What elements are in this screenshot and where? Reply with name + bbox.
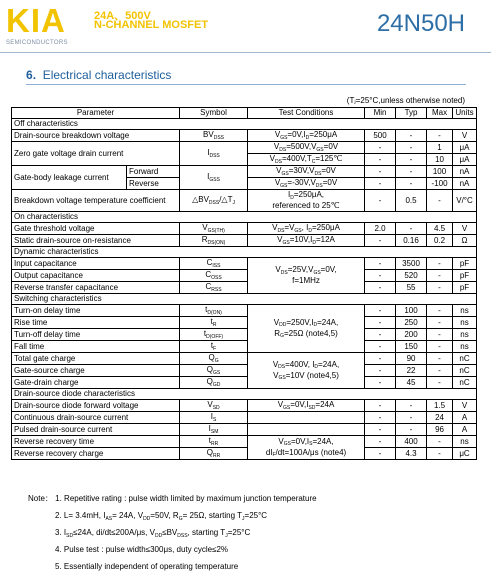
table-row: Breakdown voltage temperature coefficient $\triangle BV_{DSS}/\triangle T_J$ $I_D=250\mu A$, referenced to 25℃ - 0.5 - V/°C — [12, 190, 477, 212]
table-row: Gate threshold voltage $V_{GS(TH)}$ $V_{DS}=V_{GS}$, $I_D=250\mu A$ 2.0 - 4.5 V — [12, 223, 477, 235]
note-4: 4. Pulse test : pulse width≤300μs, duty cycle≤2% — [55, 545, 229, 554]
col-symbol: Symbol — [180, 108, 248, 119]
table-row: Static drain-source on-resistance $R_{DS(ON)}$ $V_{GS}=10V,I_D=12A$ - 0.16 0.2 Ω — [12, 235, 477, 247]
spec-type: N-CHANNEL MOSFET — [94, 19, 209, 31]
test-condition-note: (Tⱼ=25°C,unless otherwise noted) — [346, 96, 465, 105]
table-row: Reverse $V_{GS}=-30V,V_{DS}=0V$ - - -100 nA — [12, 178, 477, 190]
table-row: Drain-source breakdown voltage $BV_{DSS}$ $V_{GS}=0V,I_D=250\mu A$ 500 - - V — [12, 130, 477, 142]
table-row: Fall time $t_F$ - 150 - ns — [12, 341, 477, 353]
col-test-conditions: Test Conditions — [248, 108, 365, 119]
col-min: Min — [365, 108, 396, 119]
table-row: Gate-drain charge $Q_{GD}$ - 45 - nC — [12, 377, 477, 389]
table-row: Input capacitance $C_{ISS}$ $V_{DS}=25V,V_{GS}=0V$, f=1MHz - 3500 - pF — [12, 258, 477, 270]
table-row: Reverse recovery time $t_{RR}$ $V_{GS}=0V,I_S=24A$, $dI_F/dt=100A/\mu s$ (note4) - 400 - ns — [12, 436, 477, 448]
spec-rating: 24A、500V — [94, 10, 151, 22]
group-row: Switching characteristics — [12, 294, 477, 305]
group-row: Drain-source diode characteristics — [12, 389, 477, 400]
col-units: Units — [453, 108, 477, 119]
col-max: Max — [427, 108, 453, 119]
kia-logo: KIA — [6, 2, 66, 39]
table-row: Drain-source diode forward voltage $V_{SD}$ $V_{GS}=0V,I_{SD}=24A$ - - 1.5 V — [12, 400, 477, 412]
table-row: Rise time $t_R$ - 250 - ns — [12, 317, 477, 329]
col-parameter: Parameter — [12, 108, 180, 119]
col-typ: Typ — [396, 108, 427, 119]
group-row: Dynamic characteristics — [12, 247, 477, 258]
group-row: Off characteristics — [12, 119, 477, 130]
table-row: Gate-body leakage current Forward $I_{GSS}$ $V_{GS}=30V,V_{DS}=0V$ - - 100 nA — [12, 166, 477, 178]
table-row: Turn-off delay time $t_{D(OFF)}$ - 200 - ns — [12, 329, 477, 341]
table-row: Pulsed drain-source current $I_{SM}$ - - 96 A — [12, 424, 477, 436]
table-row: Zero gate voltage drain current $I_{DSS}$ $V_{DS}=500V,V_{GS}=0V$ - - 1 μA — [12, 142, 477, 154]
table-row: Total gate charge $Q_G$ $V_{DS}=400V$, $I_D=24A$, $V_{GS}=10V$ (note4,5) - 90 - nC — [12, 353, 477, 365]
table-row: Reverse transfer capacitance $C_{RSS}$ - 55 - pF — [12, 282, 477, 294]
table-row: Turn-on delay time $t_{D(ON)}$ $V_{DD}=250V,I_D=24A$, $R_G=25\Omega$ (note4,5) - 100 - ns — [12, 305, 477, 317]
part-number: 24N50H — [376, 10, 465, 37]
section-title: 6. Electrical characteristics — [26, 68, 172, 82]
table-row: Gate-source charge $Q_{GS}$ - 22 - nC — [12, 365, 477, 377]
notes — [28, 494, 317, 579]
table-header-row — [12, 108, 477, 119]
section-divider — [26, 84, 466, 85]
section-title-text: Electrical characteristics — [42, 68, 172, 82]
table-row: Continuous drain-source current $I_S$ - - 24 A — [12, 412, 477, 424]
table-row: Reverse recovery charge $Q_{RR}$ - 4.3 - μC — [12, 448, 477, 460]
table-row: Output capacitance $C_{OSS}$ - 520 - pF — [12, 270, 477, 282]
note-5: 5. Essentially independent of operating temperature — [55, 562, 239, 571]
note-2: 2. L= 3.4mH, $I_{AS}= 24A$, $V_{DD}=50V$, $R_G= 25\Omega$, starting $T_J=25^\circ C$ — [55, 511, 268, 522]
header-divider — [0, 52, 491, 53]
section-number: 6 — [26, 68, 33, 82]
table-row: $V_{DS}=400V,T_C=125℃$ - - 10 μA — [12, 154, 477, 166]
note-3: 3. $I_{SD}\le 24A$, di/dt≤200A/μs, $V_{DD}\le BV_{DSS}$, starting $T_J=25^\circ C$ — [55, 528, 251, 539]
header — [0, 0, 491, 56]
note-1: Note： 1. Repetitive rating : pulse width limited by maximum junction temperature — [28, 494, 317, 503]
group-row: On characteristics — [12, 212, 477, 223]
electrical-characteristics-table — [11, 107, 477, 460]
semiconductors-label: SEMICONDUCTORS — [6, 40, 68, 46]
